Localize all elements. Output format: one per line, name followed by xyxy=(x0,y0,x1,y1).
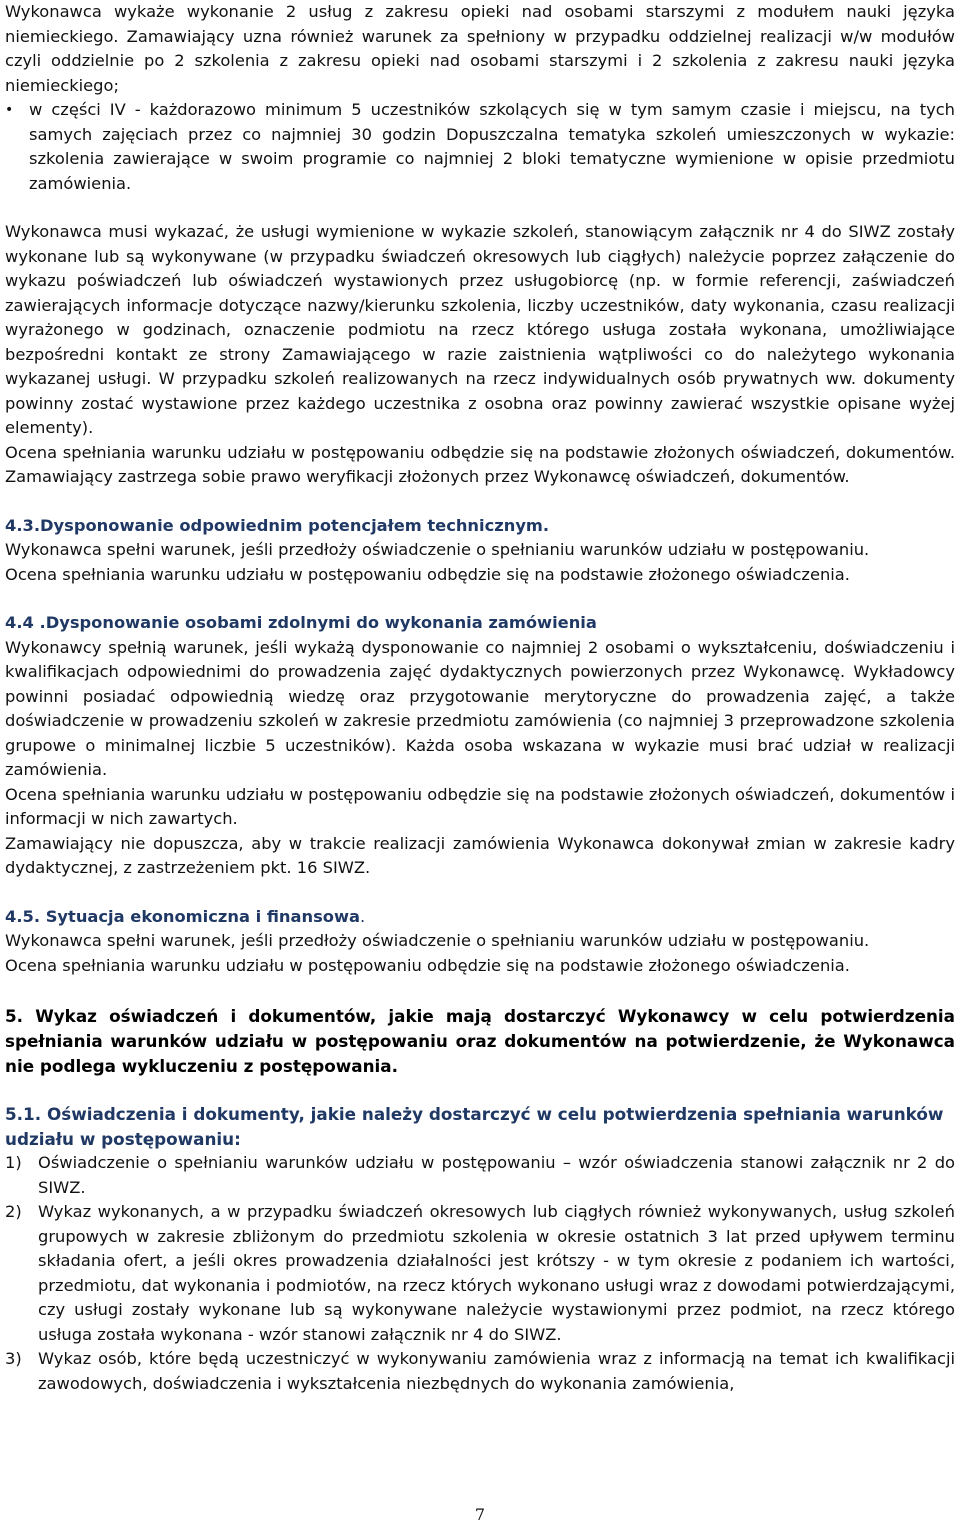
section-5-1-heading: 5.1. Oświadczenia i dokumenty, jakie należy dostarczyć w celu potwierdzenia spełniania warunków udziału w postępowaniu: xyxy=(5,1104,944,1149)
list-item xyxy=(5,1151,955,1200)
bullet-item xyxy=(5,98,955,196)
list-item-number: 2) xyxy=(5,1202,22,1221)
section-4-5-text-1: Wykonawca spełni warunek, jeśli przedłoży oświadczenie o spełnianiu warunków udziału w postępowaniu. xyxy=(5,931,870,950)
section-4-4-text-2: Ocena spełniania warunku udziału w postępowaniu odbędzie się na podstawie złożonych oświadczeń, dokumentów i informacji w nich zawartych. xyxy=(5,784,955,828)
requirements-paragraph: Wykonawca musi wykazać, że usługi wymienione w wykazie szkoleń, stanowiącym załącznik nr 4 do SIWZ zostały wykonane lub są wykonywane (w przypadku świadczeń okresowych lub ciągłych) należycie poprzez załączenie do wykazu poświadczeń lub oświadczeń wystawionych przez usługobiorcę (np. w formie referencji, zaświadczeń zawierających informacje dotyczące nazwy/kierunku szkolenia, liczby uczestników, daty wykonania, czasu realizacji wyrażonego w godzinach, oznaczenie podmiotu na rzecz którego usługa została wykonana, umożliwiające bezpośredni kontakt ze strony Zamawiającego w razie zaistnienia wątpliwości co do należytego wykonania wykazanej usługi. W przypadku szkoleń realizowanych na rzecz indywidualnych osób prywatnych ww. dokumenty powinny zostać wystawione przez każdego uczestnika z osobna oraz powinny zawierać wszystkie opisane wyżej elementy). xyxy=(5,222,955,437)
list-item-text: Oświadczenie o spełnianiu warunków udziału w postępowaniu – wzór oświadczenia stanowi załącznik nr 2 do SIWZ. xyxy=(38,1153,955,1197)
list-item-text: Wykaz wykonanych, a w przypadku świadczeń okresowych lub ciągłych również wykonywanych, usług szkoleń grupowych w zakresie zbliżonym do przedmiotu szkolenia w okresie ostatnich 3 lat przed upływem terminu składania ofert, a jeśli okres prowadzenia działalności jest krótszy - w tym okresie z podaniem ich wartości, przedmiotu, dat wykonania i podmiotów, na rzecz których wykonano usługi wraz z dowodami potwierdzającymi, czy usługi zostały wykonane lub są wykonywane należycie wystawionymi przez podmiot, na rzecz którego usługa została wykonana - wzór stanowi załącznik nr 4 do SIWZ. xyxy=(38,1202,955,1344)
list-item xyxy=(5,1200,955,1347)
section-4-5-text-2: Ocena spełniania warunku udziału w postępowaniu odbędzie się na podstawie złożonego oświadczenia. xyxy=(5,955,850,975)
document-page xyxy=(5,0,955,1396)
page-number: 7 xyxy=(474,1505,486,1524)
bullet-text: w części IV - każdorazowo minimum 5 uczestników szkolących się w tym samym czasie i miejscu, na tych samych zajęciach przez co najmniej 30 godzin Dopuszczalna tematyka szkoleń umieszczonych w wykazie: szkolenia zawierające w swoim programie co najmniej 2 bloki tematyczne wymienione w opisie przedmiotu zamówienia. xyxy=(29,100,955,193)
section-4-3-heading: 4.3.Dysponowanie odpowiednim potencjałem technicznym. xyxy=(5,515,550,535)
bullet-icon: • xyxy=(5,102,14,118)
section-4-4-text-3: Zamawiający nie dopuszcza, aby w trakcie realizacji zamówienia Wykonawca dokonywał zmian w zakresie kadry dydaktycznej, z zastrzeżeniem pkt. 16 SIWZ. xyxy=(5,833,955,877)
documents-list xyxy=(5,1151,955,1396)
section-4-4-text-1: Wykonawcy spełnią warunek, jeśli wykażą dysponowanie co najmniej 2 osobami o wykształceniu, doświadczeniu i kwalifikacjach odpowiednimi do prowadzenia zajęć dydaktycznych powierzonych przez Wykonawcę. Wykładowcy powinni posiadać odpowiednią wiedzę oraz przygotowanie merytoryczne do prowadzenia zajęć, a także doświadczenie w prowadzeniu szkoleń w zakresie przedmiotu zamówienia (co najmniej 3 przeprowadzone szkolenia grupowe o minimalnej liczbie 5 uczestników). Każda osoba wskazana w wykazie musi brać udział w realizacji zamówienia. xyxy=(5,637,955,779)
section-5-heading: 5. Wykaz oświadczeń i dokumentów, jakie mają dostarczyć Wykonawcy w celu potwierdzenia spełniania warunków udziału w postępowaniu oraz dokumentów na potwierdzenie, że Wykonawca nie podlega wykluczeniu z postępowania. xyxy=(5,1006,955,1076)
section-4-5-heading-text: 4.5. Sytuacja ekonomiczna i finansowa xyxy=(5,906,360,926)
assessment-paragraph: Ocena spełniania warunku udziału w postępowaniu odbędzie się na podstawie złożonych oświadczeń, dokumentów. Zamawiający zastrzega sobie prawo weryfikacji złożonych przez Wykonawcę oświadczeń, dokumentów. xyxy=(5,442,955,486)
list-item-number: 1) xyxy=(5,1153,22,1172)
list-item xyxy=(5,1347,955,1396)
list-item-text: Wykaz osób, które będą uczestniczyć w wykonywaniu zamówienia wraz z informacją na temat ich kwalifikacji zawodowych, doświadczenia i wykształcenia niezbędnych do wykonania zamówienia, xyxy=(38,1349,955,1393)
list-item-number: 3) xyxy=(5,1349,22,1368)
section-4-3-text-1: Wykonawca spełni warunek, jeśli przedłoży oświadczenie o spełnianiu warunków udziału w postępowaniu. xyxy=(5,540,870,559)
section-4-4-heading: 4.4 .Dysponowanie osobami zdolnymi do wykonania zamówienia xyxy=(5,613,597,632)
section-4-5-heading xyxy=(5,905,955,930)
intro-paragraph: Wykonawca wykaże wykonanie 2 usług z zakresu opieki nad osobami starszymi z modułem nauki języka niemieckiego. Zamawiający uzna również warunek za spełniony w przypadku oddzielnej realizacji w/w modułów czyli oddzielnie po 2 szkolenia z zakresu opieki nad osobami starszymi i 2 szkolenia z zakresu nauki języka niemieckiego; xyxy=(5,2,955,95)
section-4-5-heading-dot: . xyxy=(359,906,366,926)
section-4-3-text-2: Ocena spełniania warunku udziału w postępowaniu odbędzie się na podstawie złożonego oświadczenia. xyxy=(5,564,850,584)
